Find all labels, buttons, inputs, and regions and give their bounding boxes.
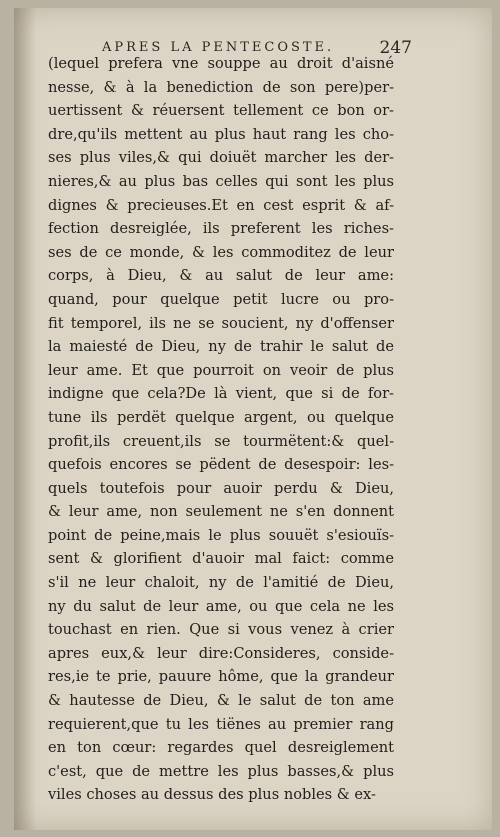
text-line: dre,qu'ils mettent au plus haut rang les cho- — [48, 125, 394, 143]
text-line: touchast en rien. Que si vous venez à crier — [48, 621, 394, 639]
text-line: ses plus viles,& qui doiuët marcher les der- — [48, 149, 394, 167]
text-line: apres eux,& leur dire:Consideres, conside- — [48, 644, 394, 662]
text-line: tune ils perdët quelque argent, ou quelque — [48, 408, 394, 426]
text-line: leur ame. Et que pourroit on veoir de plus — [48, 361, 394, 379]
body-text — [48, 52, 394, 807]
text-line: uertissent & réuersent tellement ce bon or- — [48, 102, 394, 120]
text-line: nieres,& au plus bas celles qui sont les plus — [48, 172, 394, 190]
text-line: sent & glorifient d'auoir mal faict: comme — [48, 550, 394, 568]
text-line: requierent,que tu les tiënes au premier rang — [48, 715, 394, 733]
text-line: fit temporel, ils ne se soucient, ny d'offenser — [48, 314, 394, 332]
text-line: & hautesse de Dieu, & le salut de ton ame — [48, 692, 394, 710]
text-line: fection desreiglée, ils preferent les riches- — [48, 220, 394, 238]
text-line: indigne que cela?De là vient, que si de for- — [48, 385, 394, 403]
page-gutter-shadow — [14, 8, 36, 830]
text-line: & leur ame, non seulement ne s'en donnent — [48, 503, 394, 521]
text-line: quefois encores se pëdent de desespoir: les- — [48, 456, 394, 474]
text-line: (lequel prefera vne souppe au droit d'aisné — [48, 55, 394, 72]
text-line: ny du salut de leur ame, ou que cela ne les — [48, 597, 394, 615]
text-line: en ton cœur: regardes quel desreiglement — [48, 739, 394, 757]
text-line: nesse, & à la benediction de son pere)per- — [48, 78, 394, 96]
page-number: 247 — [379, 38, 412, 58]
text-line: s'il ne leur chaloit, ny de l'amitié de Dieu, — [48, 574, 394, 592]
text-line: la maiesté de Dieu, ny de trahir le salut de — [48, 338, 394, 356]
text-line: viles choses au dessus des plus nobles & ex- — [48, 786, 376, 804]
text-line: ses de ce monde, & les commoditez de leur — [48, 243, 394, 261]
text-line: c'est, que de mettre les plus basses,& plus — [48, 762, 394, 780]
text-line: profit,ils creuent,ils se tourmëtent:& quel- — [48, 432, 394, 450]
text-line: corps, à Dieu, & au salut de leur ame: — [48, 267, 394, 285]
text-line: dignes & precieuses.Et en cest esprit & af- — [48, 196, 394, 214]
text-line: res,ie te prie, pauure hôme, que la grandeur — [48, 668, 394, 686]
running-title: APRES LA PENTECOSTE. — [102, 40, 335, 55]
text-line: quels toutefois pour auoir perdu & Dieu, — [48, 479, 394, 497]
text-line: point de peine,mais le plus souuët s'esiouïs- — [48, 526, 394, 544]
text-line: quand, pour quelque petit lucre ou pro- — [48, 290, 394, 308]
